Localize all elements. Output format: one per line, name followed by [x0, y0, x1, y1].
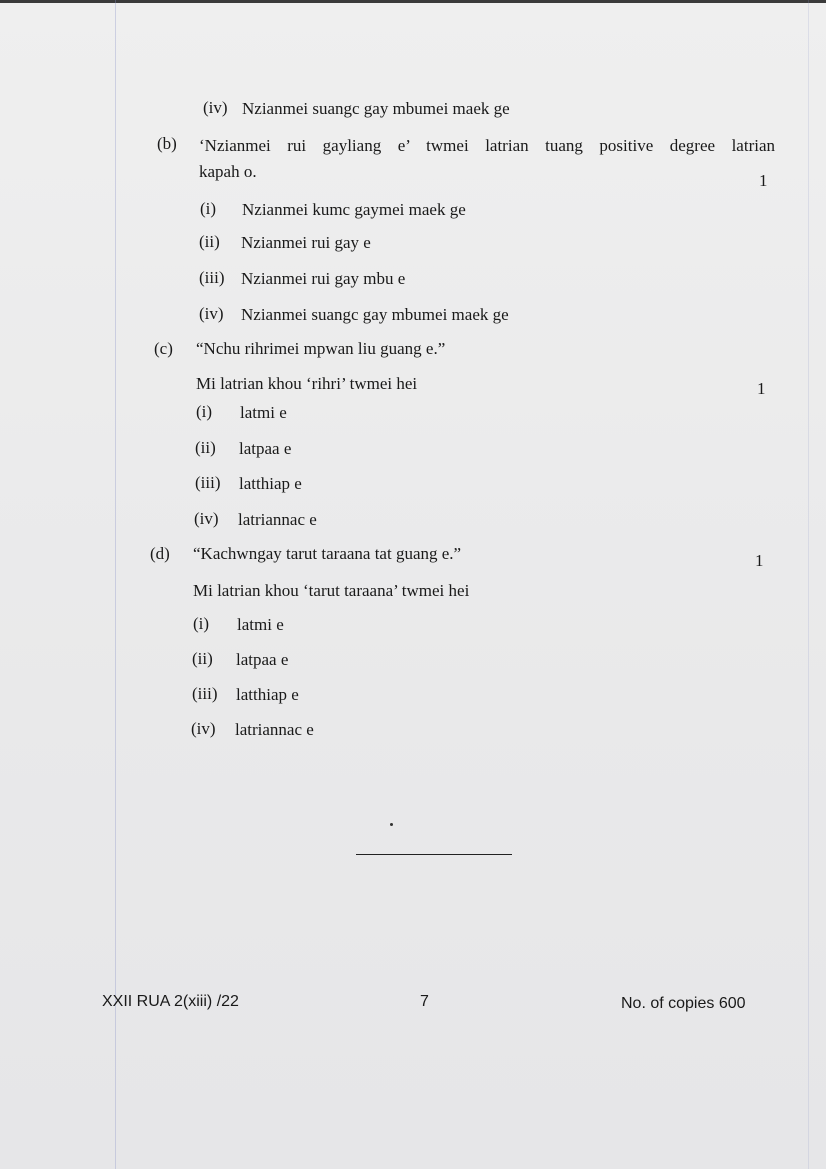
option-number: (i)	[193, 614, 210, 633]
option-number: (ii)	[199, 232, 220, 251]
option-text: latthiap e	[236, 685, 299, 704]
option-number: (ii)	[195, 438, 216, 457]
scan-speck	[390, 823, 393, 826]
option-number: (ii)	[192, 649, 213, 668]
option-text: Nzianmei rui gay e	[241, 233, 371, 252]
option-number: (iv)	[199, 304, 224, 323]
option-text: latriannac e	[238, 510, 317, 529]
marks: 1	[759, 171, 768, 190]
question-prompt: Mi latrian khou ‘tarut taraana’ twmei hei	[193, 581, 470, 600]
question-prompt: Mi latrian khou ‘rihri’ twmei hei	[196, 374, 418, 393]
option-number: (iii)	[195, 473, 221, 492]
question-stem-continued: kapah o.	[199, 162, 257, 181]
question-stem: ‘Nzianmei rui gayliang e’ twmei latrian tuang positive degree latrian	[199, 136, 775, 155]
option-text: latpaa e	[239, 439, 292, 458]
question-label: (c)	[154, 339, 173, 358]
question-quote: “Kachwngay tarut taraana tat guang e.”	[193, 544, 462, 563]
marks: 1	[757, 379, 766, 398]
paper-code: XXII RUA 2(xiii) /22	[102, 993, 239, 1010]
option-text: latmi e	[237, 615, 284, 634]
option-number: (i)	[200, 199, 217, 218]
option-number: (i)	[196, 402, 213, 421]
end-of-section-rule	[356, 854, 512, 855]
option-text: latriannac e	[235, 720, 314, 739]
question-quote: “Nchu rihrimei mpwan liu guang e.”	[196, 339, 446, 358]
option-text: latmi e	[240, 403, 287, 422]
copies-count: No. of copies 600	[621, 995, 746, 1012]
option-text: Nzianmei suangc gay mbumei maek ge	[241, 305, 509, 324]
scan-top-edge	[0, 0, 826, 3]
option-text: latthiap e	[239, 474, 302, 493]
question-label: (d)	[150, 544, 170, 563]
option-text: Nzianmei kumc gaymei maek ge	[242, 200, 466, 219]
page-number: 7	[420, 993, 429, 1010]
option-number: (iv)	[203, 98, 228, 117]
right-margin-line	[808, 0, 809, 1169]
option-number: (iii)	[199, 268, 225, 287]
option-text: latpaa e	[236, 650, 289, 669]
option-number: (iv)	[191, 719, 216, 738]
marks: 1	[755, 551, 764, 570]
option-number: (iv)	[194, 509, 219, 528]
option-number: (iii)	[192, 684, 218, 703]
question-label: (b)	[157, 134, 177, 153]
option-text: Nzianmei rui gay mbu e	[241, 269, 406, 288]
option-text: Nzianmei suangc gay mbumei maek ge	[242, 99, 510, 118]
